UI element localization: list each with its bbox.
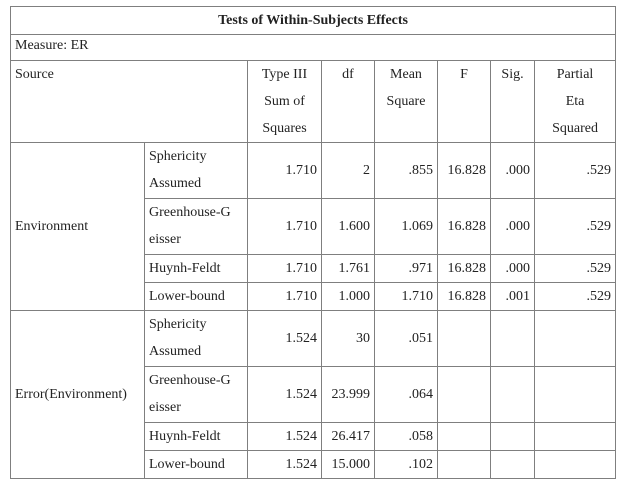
cell-sig: .000 <box>491 199 535 255</box>
row-label <box>145 367 248 423</box>
cell-sig: .000 <box>491 143 535 199</box>
cell-ss: 1.710 <box>248 143 322 199</box>
cell-ms: 1.069 <box>375 199 438 255</box>
cell-df: 23.999 <box>322 367 375 423</box>
measure-row <box>11 35 616 61</box>
cell-f <box>438 423 491 451</box>
cell-eta <box>535 423 616 451</box>
cell-df: 2 <box>322 143 375 199</box>
row-label-line1: Greenhouse-G <box>149 373 231 388</box>
cell-f: 16.828 <box>438 199 491 255</box>
header-sig: Sig. <box>491 61 535 143</box>
source-error-environment: Error(Environment) <box>11 311 145 479</box>
cell-f: 16.828 <box>438 143 491 199</box>
header-source: Source <box>11 61 248 143</box>
cell-f <box>438 311 491 367</box>
row-label-line1: Sphericity <box>149 149 207 164</box>
cell-ms: .051 <box>375 311 438 367</box>
cell-eta: .529 <box>535 255 616 283</box>
cell-sig <box>491 367 535 423</box>
header-eta-line3: Squared <box>552 121 598 136</box>
row-label: Huynh-Feldt <box>145 423 248 451</box>
cell-f: 16.828 <box>438 255 491 283</box>
row-label <box>145 143 248 199</box>
cell-df: 30 <box>322 311 375 367</box>
row-label: Huynh-Feldt <box>145 255 248 283</box>
header-ss-line3: Squares <box>262 121 307 136</box>
cell-sig <box>491 423 535 451</box>
cell-df: 1.000 <box>322 283 375 311</box>
cell-ss: 1.524 <box>248 451 322 479</box>
source-environment: Environment <box>11 143 145 311</box>
cell-ms: .855 <box>375 143 438 199</box>
header-sum-of-squares <box>248 61 322 143</box>
row-label-line1: Greenhouse-G <box>149 205 231 220</box>
cell-ss: 1.524 <box>248 367 322 423</box>
header-ms-line1: Mean <box>390 67 422 82</box>
cell-ms: .971 <box>375 255 438 283</box>
cell-sig <box>491 311 535 367</box>
measure-label: Measure: ER <box>11 35 616 61</box>
cell-f <box>438 367 491 423</box>
row-label-line1: Sphericity <box>149 317 207 332</box>
cell-ms: .064 <box>375 367 438 423</box>
row-label-line2: Assumed <box>149 344 202 359</box>
row-label-line2: eisser <box>149 232 181 247</box>
within-subjects-effects-table <box>10 6 616 479</box>
row-label-line2: eisser <box>149 400 181 415</box>
cell-ms: .058 <box>375 423 438 451</box>
cell-ss: 1.710 <box>248 255 322 283</box>
cell-f: 16.828 <box>438 283 491 311</box>
title-row <box>11 7 616 35</box>
header-f: F <box>438 61 491 143</box>
cell-eta: .529 <box>535 283 616 311</box>
header-eta-line2: Eta <box>565 94 585 109</box>
row-label-line2: Assumed <box>149 176 202 191</box>
header-mean-square <box>375 61 438 143</box>
table-row <box>11 143 616 199</box>
table-row <box>11 311 616 367</box>
header-ms-line2: Square <box>386 94 426 109</box>
cell-eta <box>535 451 616 479</box>
cell-ms: 1.710 <box>375 283 438 311</box>
table-title: Tests of Within-Subjects Effects <box>11 7 616 35</box>
cell-sig: .000 <box>491 255 535 283</box>
cell-eta: .529 <box>535 199 616 255</box>
row-label <box>145 199 248 255</box>
header-row <box>11 61 616 143</box>
cell-f <box>438 451 491 479</box>
header-df: df <box>322 61 375 143</box>
cell-df: 1.600 <box>322 199 375 255</box>
cell-ss: 1.524 <box>248 423 322 451</box>
cell-df: 1.761 <box>322 255 375 283</box>
cell-eta <box>535 367 616 423</box>
cell-df: 26.417 <box>322 423 375 451</box>
cell-df: 15.000 <box>322 451 375 479</box>
header-ss-line1: Type III <box>261 67 308 82</box>
cell-eta: .529 <box>535 143 616 199</box>
header-partial-eta-squared <box>535 61 616 143</box>
cell-ms: .102 <box>375 451 438 479</box>
header-ss-line2: Sum of <box>264 94 305 109</box>
cell-eta <box>535 311 616 367</box>
row-label: Lower-bound <box>145 451 248 479</box>
cell-ss: 1.710 <box>248 283 322 311</box>
cell-ss: 1.710 <box>248 199 322 255</box>
row-label <box>145 311 248 367</box>
header-eta-line1: Partial <box>556 67 594 82</box>
row-label: Lower-bound <box>145 283 248 311</box>
cell-sig: .001 <box>491 283 535 311</box>
cell-sig <box>491 451 535 479</box>
cell-ss: 1.524 <box>248 311 322 367</box>
